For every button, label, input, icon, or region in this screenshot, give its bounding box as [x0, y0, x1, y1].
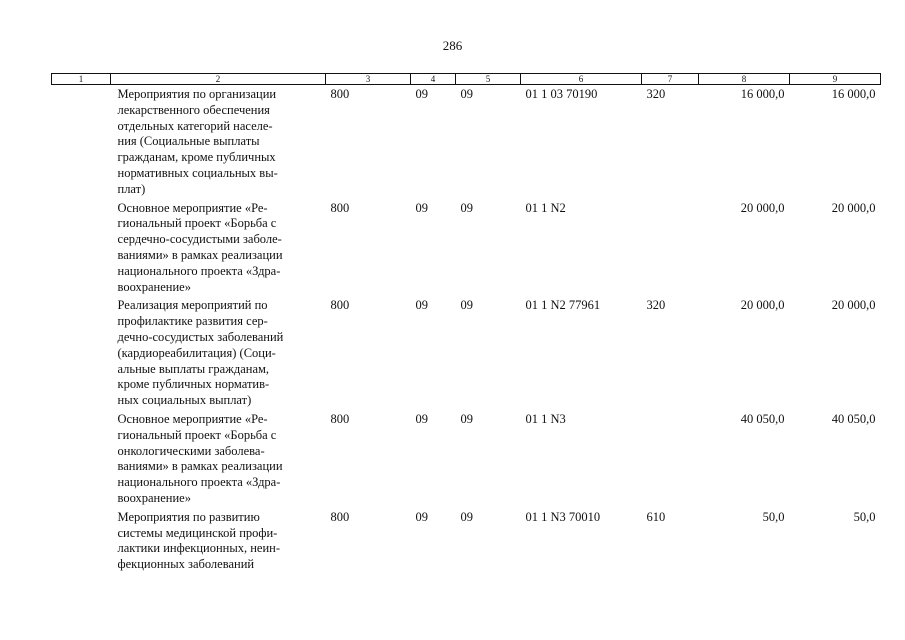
csr-code-cell: 01 1 N2 77961 [525, 298, 601, 313]
item-name-line: Мероприятия по развитию [117, 509, 260, 524]
item-name-line: Основное мероприятие «Ре- [117, 411, 268, 426]
column-header-6: 6 [521, 74, 642, 85]
pr-code-cell: 09 [460, 298, 473, 313]
item-name-line: ния (Социальные выплаты [117, 134, 260, 149]
gr-code-cell: 800 [330, 87, 350, 101]
table-row [52, 199, 881, 297]
item-name-cell [111, 410, 326, 508]
item-name-line: дечно-сосудистых заболеваний [117, 329, 284, 344]
amount-cell-2: 40 050,0 [831, 411, 876, 426]
item-name-line: воохранение» [117, 490, 191, 505]
pr-code-cell: 09 [460, 509, 473, 524]
rz-code-cell: 09 [415, 509, 428, 524]
amount-cell-1: 50,0 [762, 509, 785, 524]
item-name-line: гражданам, кроме публичных [117, 150, 276, 165]
item-name-line: Мероприятия по организации [117, 87, 277, 101]
item-name-line: кроме публичных норматив- [117, 377, 270, 392]
item-name-line: лекарственного обеспечения [117, 102, 270, 117]
column-header-2: 2 [111, 74, 326, 85]
item-name-line: ваниями» в рамках реализации [117, 247, 283, 262]
item-name-cell [111, 85, 326, 199]
item-name-line: альные выплаты гражданам, [117, 361, 270, 376]
row-number-cell [52, 85, 111, 199]
item-name-line: Реализация мероприятий по [117, 298, 268, 313]
column-header-1: 1 [52, 74, 111, 85]
row-number-cell [52, 410, 111, 508]
amount-cell-1: 16 000,0 [740, 87, 785, 101]
item-name-line: национального проекта «Здра- [117, 475, 281, 490]
pr-code-cell: 09 [460, 200, 473, 215]
pr-code-cell: 09 [460, 87, 473, 101]
item-name-line: отдельных категорий населе- [117, 118, 273, 133]
vr-code-cell [642, 199, 699, 297]
rz-code-cell: 09 [415, 411, 428, 426]
row-number-cell [52, 508, 111, 574]
item-name-cell [111, 296, 326, 410]
column-header-9: 9 [790, 74, 881, 85]
gr-code-cell: 800 [330, 298, 350, 313]
rz-code-cell: 09 [415, 87, 428, 101]
item-name-line: (кардиореабилитация) (Соци- [117, 345, 276, 360]
pr-code-cell: 09 [460, 411, 473, 426]
column-number-row [52, 74, 881, 85]
rz-code-cell: 09 [415, 200, 428, 215]
gr-code-cell: 800 [330, 411, 350, 426]
csr-code-cell: 01 1 03 70190 [525, 87, 598, 101]
item-name-line: сердечно-сосудистыми заболе- [117, 232, 282, 247]
gr-code-cell: 800 [330, 200, 350, 215]
csr-code-cell: 01 1 N3 70010 [525, 509, 601, 524]
table-row [52, 85, 881, 199]
amount-cell-1: 40 050,0 [740, 411, 785, 426]
vr-code-cell: 320 [646, 298, 666, 313]
budget-table [51, 73, 881, 574]
amount-cell-2: 50,0 [853, 509, 876, 524]
table-row [52, 410, 881, 508]
column-header-7: 7 [642, 74, 699, 85]
vr-code-cell [642, 410, 699, 508]
item-name-cell [111, 199, 326, 297]
item-name-line: фекционных заболеваний [117, 557, 255, 572]
item-name-line: гиональный проект «Борьба с [117, 427, 277, 442]
csr-code-cell: 01 1 N3 [525, 411, 566, 426]
gr-code-cell: 800 [330, 509, 350, 524]
item-name-line: лактики инфекционных, неин- [117, 541, 281, 556]
item-name-line: Основное мероприятие «Ре- [117, 200, 268, 215]
item-name-line: нормативных социальных вы- [117, 165, 278, 180]
column-header-3: 3 [326, 74, 411, 85]
page-number: 286 [442, 38, 463, 53]
item-name-line: плат) [117, 181, 146, 196]
item-name-line: воохранение» [117, 279, 191, 294]
vr-code-cell: 320 [646, 87, 666, 101]
item-name-cell [111, 508, 326, 574]
column-header-5: 5 [456, 74, 521, 85]
vr-code-cell: 610 [646, 509, 666, 524]
amount-cell-2: 20 000,0 [831, 200, 876, 215]
table-row [52, 296, 881, 410]
amount-cell-1: 20 000,0 [740, 298, 785, 313]
rz-code-cell: 09 [415, 298, 428, 313]
item-name-line: профилактике развития сер- [117, 314, 268, 329]
csr-code-cell: 01 1 N2 [525, 200, 566, 215]
amount-cell-1: 20 000,0 [740, 200, 785, 215]
amount-cell-2: 16 000,0 [831, 87, 876, 101]
item-name-line: национального проекта «Здра- [117, 263, 281, 278]
column-header-8: 8 [699, 74, 790, 85]
item-name-line: ваниями» в рамках реализации [117, 459, 283, 474]
amount-cell-2: 20 000,0 [831, 298, 876, 313]
table-row [52, 508, 881, 574]
item-name-line: онкологическими заболева- [117, 443, 265, 458]
column-header-4: 4 [411, 74, 456, 85]
item-name-line: системы медицинской профи- [117, 525, 278, 540]
row-number-cell [52, 296, 111, 410]
row-number-cell [52, 199, 111, 297]
item-name-line: ных социальных выплат) [117, 393, 252, 408]
item-name-line: гиональный проект «Борьба с [117, 216, 277, 231]
